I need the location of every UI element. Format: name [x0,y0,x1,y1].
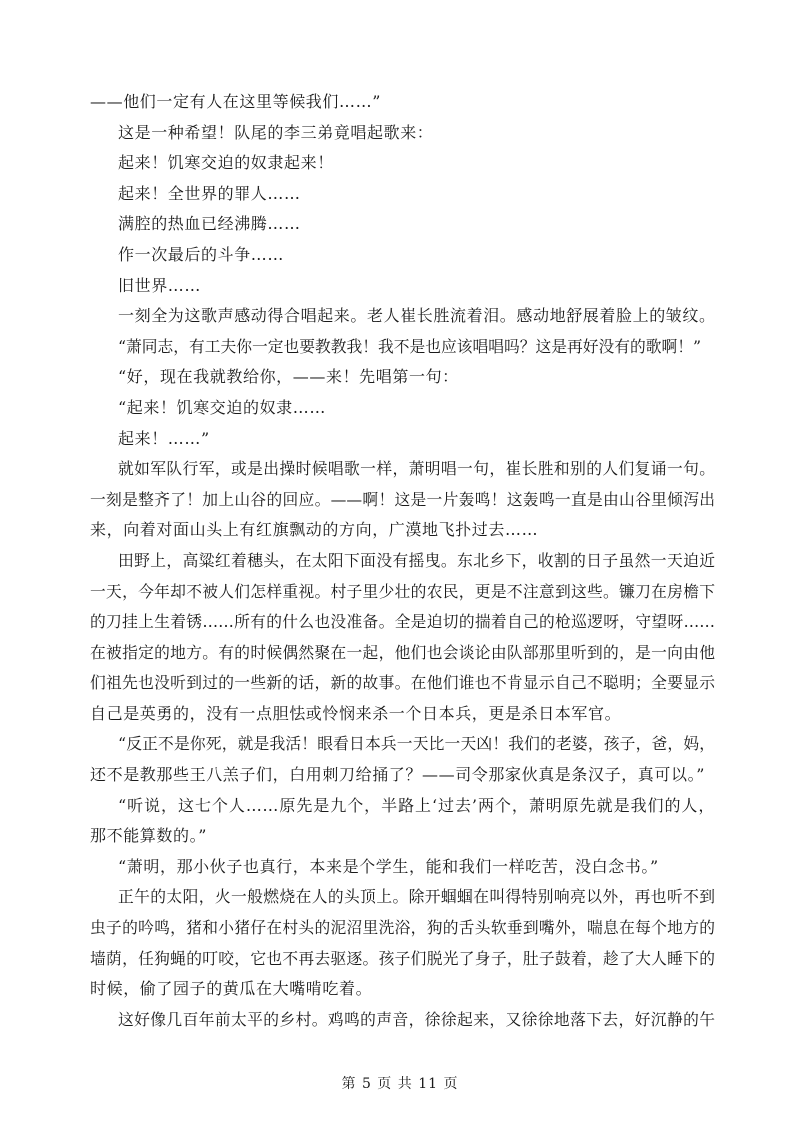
text-line: 自己是英勇的，没有一点胆怯或怜悯来杀一个日本兵，更是杀日本军官。 [90,703,622,723]
text-line: 一刻全为这歌声感动得合唱起来。老人崔长胜流着泪。感动地舒展着脸上的皱纹。 [118,306,716,326]
body-text [90,87,715,1035]
text-line: 起来！全世界的罪人…… [118,183,301,203]
text-line: “好，现在我就教给你，——来！先唱第一句： [118,367,459,387]
text-line: 还不是教那些王八羔子们，白用刺刀给捅了？——司令那家伙真是条汉子，真可以。” [90,765,705,785]
text-line: 虫子的吟鸣，猪和小猪仔在村头的泥沼里洗浴，狗的舌头软垂到嘴外，喘息在每个地方的 [90,918,715,938]
text-line: “萧同志，有工夫你一定也要教教我！我不是也应该唱唱吗？这是再好没有的歌啊！” [118,336,702,356]
text-line: 旧世界…… [118,275,202,295]
text-line: 满腔的热血已经沸腾…… [118,214,301,234]
text-line: “萧明，那小伙子也真行，本来是个学生，能和我们一样吃苦，没白念书。” [118,856,659,876]
text-line: 起来！……” [118,428,210,448]
page-footer: 第 5 页 共 11 页 [341,1076,459,1092]
text-line: 就如军队行军，或是出操时候唱歌一样，萧明唱一句，崔长胜和别的人们复诵一句。 [118,459,715,479]
text-line: 田野上，高粱红着穗头，在太阳下面没有摇曳。东北乡下，收割的日子虽然一天迫近 [118,550,715,570]
text-line: 们祖先也没听到过的一些新的话，新的故事。在他们谁也不肯显示自己不聪明；全要显示 [90,673,715,693]
text-line: “反正不是你死，就是我活！眼看日本兵一天比一天凶！我们的老婆，孩子，爸，妈， [118,734,715,754]
text-line: 起来！饥寒交迫的奴隶起来！ [118,153,334,173]
text-line: 这是一种希望！队尾的李三弟竟唱起歌来： [118,122,434,142]
text-line: 正午的太阳，火一般燃烧在人的头顶上。除开蝈蝈在叫得特别响亮以外，再也听不到 [118,887,715,907]
text-line: 一刻是整齐了！加上山谷的回应。——啊！这是一片轰鸣！这轰鸣一直是由山谷里倾泻出 [90,489,715,509]
text-line: 作一次最后的斗争…… [118,244,285,264]
text-line: 一天，今年却不被人们怎样重视。村子里少壮的农民，更是不注意到这些。镰刀在房檐下 [90,581,715,601]
text-line: 来，向着对面山头上有红旗飘动的方向，广漠地飞扑过去…… [90,520,539,540]
text-line: 时候，偷了园子的黄瓜在大嘴啃吃着。 [90,979,373,999]
text-line: 的刀挂上生着锈……所有的什么也没准备。全是迫切的揣着自己的枪巡逻呀，守望呀…… [90,612,715,632]
text-line: 这好像几百年前太平的乡村。鸡鸣的声音，徐徐起来，又徐徐地落下去，好沉静的午 [118,1009,715,1029]
text-line: 在被指定的地方。有的时候偶然聚在一起，他们也会谈论由队部那里听到的，是一向由他 [90,642,715,662]
text-line: “起来！饥寒交迫的奴隶…… [118,397,326,417]
text-line: 那不能算数的。” [90,826,207,846]
text-line: 墙荫，任狗蝇的叮咬，它也不再去驱逐。孩子们脱光了身子，肚子鼓着，趁了大人睡下的 [90,948,715,968]
text-line: ——他们一定有人在这里等候我们……” [90,92,381,111]
text-line: “听说，这七个人……原先是九个，半路上‘过去’两个，萧明原先就是我们的人， [118,795,715,815]
